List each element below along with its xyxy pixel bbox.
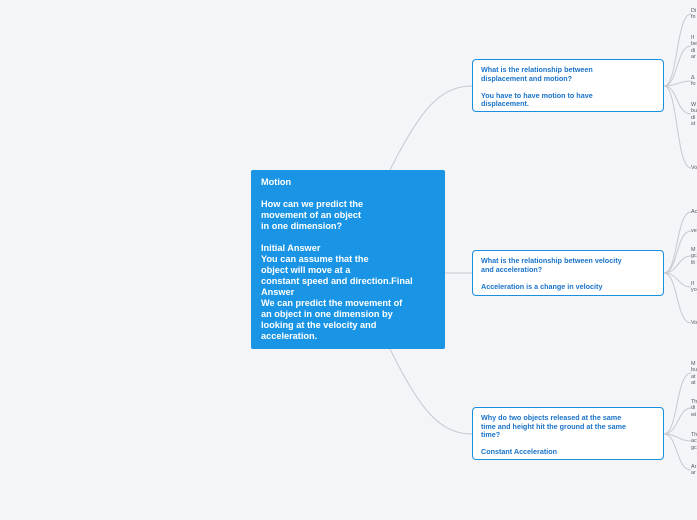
branch-node-velocity[interactable] bbox=[472, 250, 664, 296]
central-topic-question: How can we predict the movement of an object in one dimension? bbox=[261, 199, 364, 231]
connector-branch-2-leaf-5 bbox=[664, 273, 691, 323]
connector-root-branch-3 bbox=[390, 349, 472, 434]
leaf-topic[interactable] bbox=[691, 102, 697, 127]
leaf-text: di bbox=[691, 47, 696, 54]
branch-answer: Acceleration is a change in velocity bbox=[481, 281, 603, 291]
leaf-topic[interactable] bbox=[691, 228, 697, 234]
central-topic-answers: Initial Answer You can assume that the object will move at a constant speed and direction.Final Answer We can predict the movement of an object in one dimension by looking at the velocity and acceleration. bbox=[261, 243, 413, 341]
leaf-text: Vo bbox=[691, 320, 697, 326]
leaf-text: ac bbox=[691, 438, 697, 445]
branch-answer: Constant Acceleration bbox=[481, 447, 558, 457]
connector-branch-1-leaf-4 bbox=[664, 86, 691, 114]
leaf-topic[interactable] bbox=[691, 464, 697, 477]
leaf-text: If bbox=[691, 35, 694, 41]
leaf-text: ar bbox=[691, 470, 696, 477]
leaf-text: Ac bbox=[691, 209, 697, 215]
central-topic-title: Motion bbox=[261, 177, 292, 187]
connector-branch-2-leaf-1 bbox=[664, 212, 691, 273]
leaf-text: bu bbox=[691, 367, 697, 374]
leaf-topic[interactable] bbox=[691, 247, 697, 266]
branch-question: What is the relationship between displacement and motion? bbox=[481, 65, 593, 83]
leaf-text: wi bbox=[691, 411, 697, 418]
connector-branch-1-leaf-2 bbox=[664, 46, 691, 86]
leaf-topic[interactable] bbox=[691, 361, 697, 386]
leaf-text: gc bbox=[691, 444, 697, 451]
branch-node-falling-objects[interactable] bbox=[472, 407, 664, 460]
leaf-text: ve bbox=[691, 228, 697, 234]
leaf-text: fo bbox=[691, 81, 696, 88]
leaf-text: gc bbox=[691, 253, 697, 260]
leaf-topic[interactable] bbox=[691, 75, 697, 88]
leaf-text: Δ bbox=[691, 75, 695, 81]
central-topic[interactable] bbox=[251, 170, 445, 349]
leaf-text: M bbox=[691, 247, 696, 253]
leaf-text: Vo bbox=[691, 165, 697, 171]
leaf-text: st bbox=[691, 120, 696, 127]
leaf-text: Th bbox=[691, 399, 697, 405]
connector-branch-3-leaf-4 bbox=[664, 434, 691, 470]
leaf-text: fo bbox=[691, 14, 696, 21]
leaf-topic[interactable] bbox=[691, 281, 697, 294]
leaf-text: at bbox=[691, 373, 696, 380]
central-topic-spacer bbox=[261, 232, 437, 243]
leaf-text: bu bbox=[691, 108, 697, 115]
branch-question: What is the relationship between velocity and acceleration? bbox=[481, 256, 622, 274]
branch-answer: You have to have motion to have displacement. bbox=[481, 90, 593, 109]
branch-question: Why do two objects released at the same time and height hit the ground at the same time? bbox=[481, 413, 626, 440]
central-topic-spacer bbox=[261, 188, 437, 199]
leaf-text: ar bbox=[691, 53, 696, 60]
leaf-text: lit bbox=[691, 259, 695, 266]
leaf-topic[interactable] bbox=[691, 320, 697, 326]
leaf-text: Di bbox=[691, 8, 697, 14]
leaf-topic[interactable] bbox=[691, 8, 697, 21]
connector-branch-3-leaf-2 bbox=[664, 408, 691, 434]
connector-branch-2-leaf-2 bbox=[664, 231, 691, 273]
leaf-text: W bbox=[691, 102, 697, 108]
connector-branch-1-leaf-1 bbox=[664, 14, 691, 86]
leaf-text: di bbox=[691, 405, 696, 412]
connector-branch-3-leaf-1 bbox=[664, 373, 691, 434]
connector-branch-1-leaf-5 bbox=[664, 86, 691, 168]
leaf-topic[interactable] bbox=[691, 399, 697, 418]
leaf-text: Th bbox=[691, 432, 697, 438]
leaf-topic[interactable] bbox=[691, 432, 697, 451]
leaf-text: If bbox=[691, 281, 694, 287]
leaf-topic[interactable] bbox=[691, 209, 697, 215]
connector-root-branch-1 bbox=[390, 86, 472, 170]
branch-node-displacement[interactable] bbox=[472, 59, 664, 112]
leaf-text: at bbox=[691, 379, 696, 386]
leaf-text: yo bbox=[691, 287, 697, 294]
leaf-text: be bbox=[691, 41, 697, 48]
leaf-text: Ar bbox=[691, 464, 697, 470]
leaf-topic[interactable] bbox=[691, 165, 697, 171]
leaf-topic[interactable] bbox=[691, 35, 697, 60]
leaf-text: M bbox=[691, 361, 696, 367]
leaf-text: di bbox=[691, 114, 696, 121]
